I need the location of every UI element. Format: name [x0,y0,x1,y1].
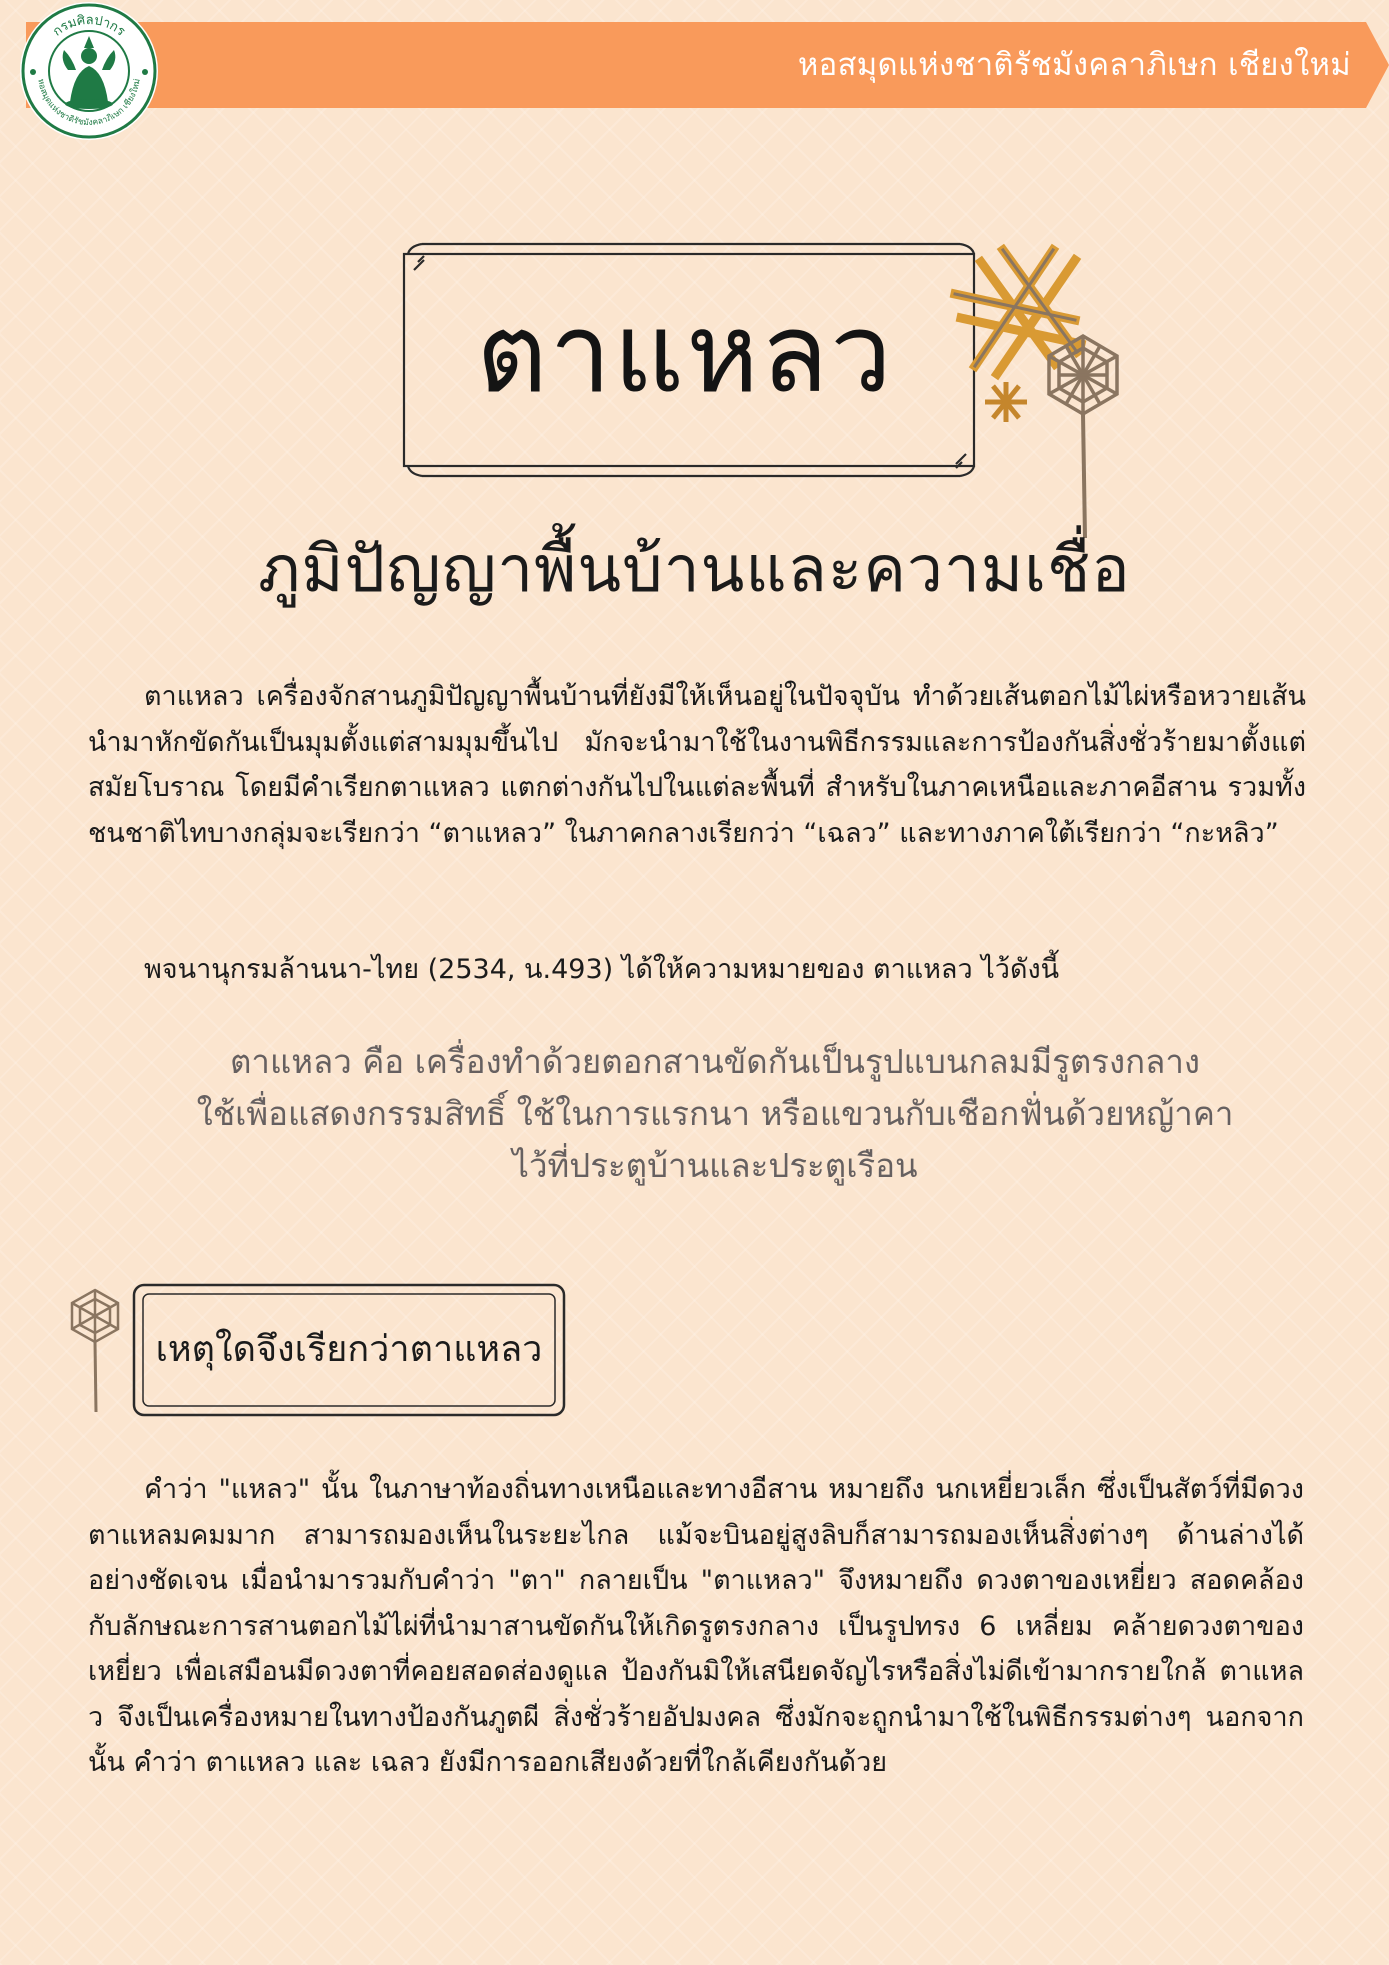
seal-icon [18,0,160,142]
header-banner [26,22,1389,108]
section-heading-frame [132,1283,566,1417]
seal-bottom-text: หอสมุดแห่งชาติรัชมังคลาภิเษก เชียงใหม่ [35,78,143,129]
hex-weave-icon [1049,336,1117,414]
section-heading: เหตุใดจึงเรียกว่าตาแหลว [155,1329,543,1370]
section-paragraph [88,1467,1304,1786]
library-name: หอสมุดแห่งชาติรัชมังคลาภิเษก เชียงใหม่ [797,47,1351,83]
dictionary-reference [88,947,1306,993]
definition-line: ใช้เพื่อแสดงกรรมสิทธิ์ ใช้ในการแรกนา หรือแขวนกับเชือกฟั่นด้วยหญ้าคา [196,1094,1234,1133]
ta-laew-decoration [935,236,1145,546]
main-title: ตาแหลว [476,289,894,417]
definition-quote [160,1036,1270,1192]
seal-top-text: กรมศิลปากร [50,12,128,40]
intro-paragraph [88,674,1306,856]
hex-weave-icon [60,1286,130,1416]
subtitle: ภูมิปัญญาพื้นบ้านและความเชื่อ [258,533,1131,607]
definition-line: ไว้ที่ประตูบ้านและประตูเรือน [512,1146,918,1185]
definition-line: ตาแหลว คือ เครื่องทำด้วยตอกสานขัดกันเป็นรูปแบนกลมมีรูตรงกลาง [230,1042,1200,1081]
section-text: คำว่า "แหลว" นั้น ในภาษาท้องถิ่นทางเหนือและทางอีสาน หมายถึง นกเหยี่ยวเล็ก ซึ่งเป็นสัตว์ที่มีดวงตาแหลมคมมาก สามารถมองเห็นในระยะไกล แม้จะบินอยู่สูงลิบก็สามารถมองเห็นสิ่งต่างๆ ด้านล่างได้อย่างชัดเจน เมื่อนำมารวมกับคำว่า "ตา" กลายเป็น "ตาแหลว" จึงหมายถึง ดวงตาของเหยี่ยว สอดคล้องกับลักษณะการสานตอกไม้ไผ่ที่นำมาสานขัดกันให้เกิดรูตรงกลาง เป็นรูปทรง 6 เหลี่ยม คล้ายดวงตาของเหยี่ยว เพื่อเสมือนมีดวงตาที่คอยสอดส่องดูแล ป้องกันมิให้เสนียดจัญไรหรือสิ่งไม่ดีเข้ามากรายใกล้ ตาแหลว จึงเป็นเครื่องหมายในทางป้องกันภูตผี สิ่งชั่วร้ายอัปมงคล ซึ่งมักจะถูกนำมาใช้ในพิธีกรรมต่างๆ นอกจากนั้น คำว่า ตาแหลว และ เฉลว ยังมีการออกเสียงด้วยที่ใกล้เคียงกันด้วย [88,1474,1304,1778]
woven-star-icon [955,250,1081,374]
small-star-icon [985,382,1027,422]
dictionary-reference-text: พจนานุกรมล้านนา-ไทย (2534, น.493) ได้ให้ความหมายของ ตาแหลว ไว้ดังนี้ [144,954,1060,985]
intro-text: ตาแหลว เครื่องจักสานภูมิปัญญาพื้นบ้านที่ยังมีให้เห็นอยู่ในปัจจุบัน ทำด้วยเส้นตอกไม้ไผ่หรือหวายเส้นนำมาหักขัดกันเป็นมุมตั้งแต่สามมุมขึ้นไป มักจะนำมาใช้ในงานพิธีกรรมและการป้องกันสิ่งชั่วร้ายมาตั้งแต่สมัยโบราณ โดยมีคำเรียกตาแหลว แตกต่างกันไปในแต่ละพื้นที่ สำหรับในภาคเหนือและภาคอีสาน รวมทั้งชนชาติไทบางกลุ่มจะเรียกว่า “ตาแหลว” ในภาคกลางเรียกว่า “เฉลว” และทางภาคใต้เรียกว่า “กะหลิว” [88,681,1306,849]
title-frame [400,240,985,480]
